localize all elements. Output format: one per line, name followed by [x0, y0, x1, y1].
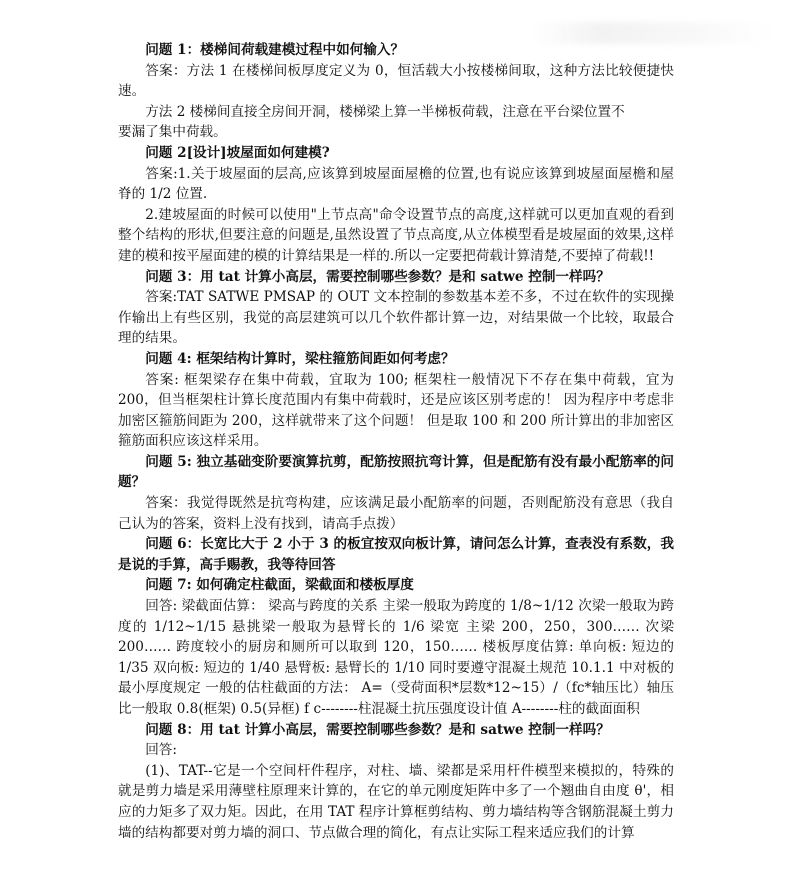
answer-2-part-1: 答案:1.关于坡屋面的层高,应该算到坡屋面屋檐的位置,也有说应该算到坡屋面屋檐和屋脊的 1/2 位置.	[118, 165, 674, 203]
question-7: 问题 7: 如何确定柱截面，梁截面和楼板厚度	[145, 577, 414, 594]
answer-8-part-1: (1)、TAT--它是一个空间杆件程序，对柱、墙、梁都是采用杆件模型来模拟的，特殊的就是剪力墙是采用薄壁柱原理来计算的，在它的单元刚度矩阵中多了一个翘曲自由度 θ'，相应的力矩多了双力矩。因此，在用 TAT 程序计算框剪结构、剪力墙结构等含钢筋混凝土剪力墙的结构都要对剪力墙的洞口、节点做合理的简化，有点让实际工程来适应我们的计算	[118, 762, 674, 841]
answer-4: 答案: 框架梁存在集中荷载，宜取为 100; 框架柱一般情况下不存在集中荷载，宜为 200，但当框架柱计算长度范围内有集中荷载时，还是应该区别考虑的！ 因为程序中考虑非加密区箍筋间距为 200，这样就带来了这个问题！ 但是取 100 和 200 所计算出的非加密区箍筋面积应该这样采用。	[118, 371, 674, 450]
answer-8-label: 回答:	[145, 742, 177, 759]
answer-5: 答案：我觉得既然是抗弯构建，应该满足最小配筋率的问题，否则配筋没有意思（我自己认为的答案，资料上没有找到，请高手点拨）	[118, 495, 674, 532]
question-5: 问题 5: 独立基础变阶要演算抗剪，配筋按照抗弯计算，但是配筋有没有最小配筋率的问题？	[118, 453, 674, 491]
answer-1-method-2-cont: 要漏了集中荷载。	[118, 124, 227, 141]
answer-3: 答案:TAT SATWE PMSAP 的 OUT 文本控制的参数基本差不多，不过在软件的实现操作输出上有些区别，我觉的高层建筑可以几个软件都计算一边，对结果做一个比较，取最合理的结果。	[118, 289, 674, 347]
question-8: 问题 8：用 tat 计算小高层，需要控制哪些参数？是和 satwe 控制一样吗？	[145, 721, 610, 738]
answer-2-part-2: 2.建坡屋面的时候可以使用"上节点高"命令设置节点的高度,这样就可以更加直观的看到整个结构的形状,但要注意的问题是,虽然设置了节点高度,从立体模型看是坡屋面的效果,这样建的模和按平屋面建的模的计算结果是一样的.所以一定要把荷载计算清楚,不要掉了荷载!!	[118, 206, 674, 264]
question-2: 问题 2[设计]坡屋面如何建模?	[145, 144, 330, 161]
answer-1-method-2: 方法 2 楼梯间直接全房间开洞，楼梯梁上算一半梯板荷载，注意在平台梁位置不	[145, 103, 625, 120]
answer-1: 答案：方法 1 在楼梯间板厚度定义为 0，恒活载大小按楼梯间取，这种方法比较便捷快速。	[118, 62, 674, 100]
question-3: 问题 3：用 tat 计算小高层，需要控制哪些参数？是和 satwe 控制一样吗？	[145, 268, 610, 285]
answer-7: 回答: 梁截面估算： 梁高与跨度的关系 主梁一般取为跨度的 1/8~1/12 次梁一般取为跨度的 1/12~1/15 悬挑梁一般取为悬臂长的 1/6 梁宽 主梁 200，250，300…… 次梁 200…… 跨度较小的厨房和厕所可以取到 120，150…… 楼板厚度估算: 单向板: 短边的 1/35 双向板: 短边的 1/40 悬臂板: 悬臂长的 1/10 同时要遵守混凝土规范 10.1.1 中对板的最小厚度规定 一般的估柱截面的方法： A=（受荷面积*层数*12~15）/（fc*轴压比）轴压比一般取 0.8(框架) 0.5(异框) f c--------柱混凝土抗压强度设计值 A--------柱的截面面积	[118, 598, 674, 717]
document-body	[118, 40, 674, 843]
question-4: 问题 4: 框架结构计算时，梁柱箍筋间距如何考虑？	[145, 350, 455, 367]
question-1: 问题 1：楼梯间荷载建模过程中如何输入？	[145, 42, 405, 58]
question-6: 问题 6：长宽比大于 2 小于 3 的板宜按双向板计算，请问怎么计算，查表没有系数，我是说的手算，高手赐教，我等待回答	[118, 536, 674, 573]
